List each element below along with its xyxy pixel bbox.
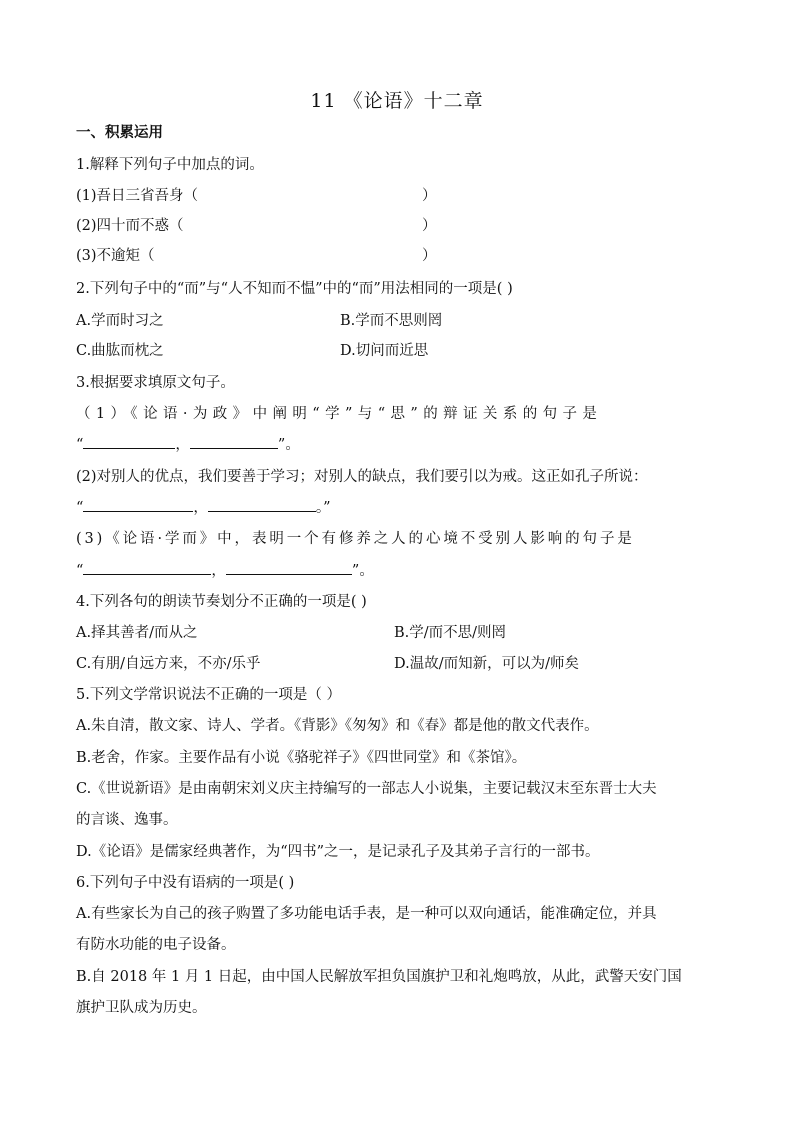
question-1-item-1: (1)吾日三省吾身（ bbox=[76, 188, 199, 204]
question-5-option-d: D.《论语》是儒家经典著作，为“四书”之一，是记录孔子及其弟子言行的一部书。 bbox=[76, 844, 600, 860]
question-5-option-c-line-2: 的言谈、逸事。 bbox=[76, 812, 178, 828]
answer-blank[interactable] bbox=[83, 560, 211, 575]
question-4-option-a: A.择其善者/而从之 bbox=[76, 625, 198, 641]
question-1-item-2-close: ） bbox=[422, 218, 437, 234]
question-6-option-a-line-1: A.有些家长为自己的孩子购置了多功能电话手表，是一种可以双向通话，能准确定位，并具 bbox=[76, 906, 657, 922]
answer-blank[interactable] bbox=[226, 560, 352, 575]
question-2-option-c: C.曲肱而枕之 bbox=[76, 343, 164, 359]
question-6-option-a-line-2: 有防水功能的电子设备。 bbox=[76, 937, 236, 953]
question-1-item-3: (3)不逾矩（ bbox=[76, 248, 155, 264]
answer-blank[interactable] bbox=[208, 497, 316, 512]
question-1-item-1-close: ） bbox=[422, 188, 437, 204]
question-3-part-1: （1）《论语·为政》中阐明“学”与“思”的辩证关系的句子是 bbox=[76, 406, 603, 422]
question-1-item-2: (2)四十而不惑（ bbox=[76, 218, 184, 234]
question-4-option-b: B.学/而不思/则罔 bbox=[394, 625, 507, 641]
question-5-option-b: B.老舍，作家。主要作品有小说《骆驼祥子》《四世同堂》和《茶馆》。 bbox=[76, 750, 527, 766]
question-4-stem: 4.下列各句的朗读节奏划分不正确的一项是( ) bbox=[76, 594, 367, 610]
question-3-stem: 3.根据要求填原文句子。 bbox=[76, 375, 235, 391]
question-6-stem: 6.下列句子中没有语病的一项是( ) bbox=[76, 875, 295, 891]
question-5-stem: 5.下列文学常识说法不正确的一项是（ ） bbox=[76, 687, 341, 703]
question-3-part-1-blanks: “ ， ”。 bbox=[76, 434, 300, 455]
question-5-option-c-line-1: C.《世说新语》是由南朝宋刘义庆主持编写的一部志人小说集，主要记载汉末至东晋士大夫 bbox=[76, 781, 657, 797]
question-3-part-2-blanks: “ ， 。” bbox=[76, 497, 331, 518]
question-3-part-3-blanks: “ ， ”。 bbox=[76, 560, 374, 581]
question-2-option-b: B.学而不思则罔 bbox=[340, 313, 443, 329]
question-1-stem: 1.解释下列句子中加点的词。 bbox=[76, 157, 264, 173]
question-2-option-a: A.学而时习之 bbox=[76, 313, 164, 329]
question-2-stem: 2.下列句子中的“而”与“人不知而不愠”中的“而”用法相同的一项是( ) bbox=[76, 281, 513, 297]
page-title: 11 《论语》十二章 bbox=[310, 90, 484, 112]
answer-blank[interactable] bbox=[190, 434, 278, 449]
question-5-option-a: A.朱自清，散文家、诗人、学者。《背影》《匆匆》和《春》都是他的散文代表作。 bbox=[76, 718, 599, 734]
answer-blank[interactable] bbox=[83, 434, 175, 449]
question-3-part-3: (3)《论语·学而》中，表明一个有修养之人的心境不受别人影响的句子是 bbox=[76, 531, 635, 547]
question-2-option-d: D.切问而近思 bbox=[340, 343, 429, 359]
question-1-item-3-close: ） bbox=[422, 248, 437, 264]
question-4-option-c: C.有朋/自远方来，不亦/乐乎 bbox=[76, 656, 261, 672]
section-heading: 一、积累运用 bbox=[76, 125, 163, 141]
question-3-part-2: (2)对别人的优点，我们要善于学习；对别人的缺点，我们要引以为戒。这正如孔子所说： bbox=[76, 469, 648, 485]
question-6-option-b-line-1: B.自 2018 年 1 月 1 日起，由中国人民解放军担负国旗护卫和礼炮鸣放，从此，武警天安门国 bbox=[76, 969, 682, 985]
question-4-option-d: D.温故/而知新，可以为/师矣 bbox=[394, 656, 579, 672]
answer-blank[interactable] bbox=[83, 497, 193, 512]
question-6-option-b-line-2: 旗护卫队成为历史。 bbox=[76, 1000, 207, 1016]
